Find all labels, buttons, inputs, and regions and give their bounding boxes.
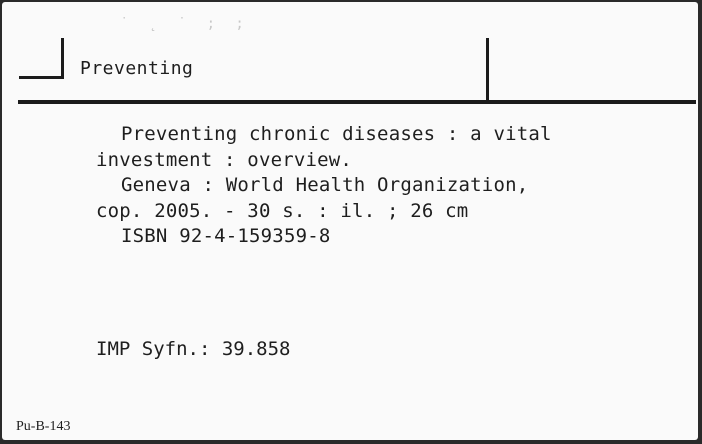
isbn-line: ISBN 92-4-159359-8 [121,225,331,247]
imp-number: 39.858 [221,338,291,360]
faint-marks: ˙ ˛ ˙ ; ; [120,16,250,32]
card-heading: Preventing [80,58,194,79]
card-code: Pu-B-143 [16,419,71,434]
column-rule [486,38,489,101]
publication-line-2: cop. 2005. - 30 s. : il. ; 26 cm [96,199,469,222]
heading-rule [18,100,696,104]
catalog-card [2,2,698,440]
title-line-2: investment : overview. [96,148,353,171]
corner-mark-horizontal [19,76,64,79]
bibliographic-entry [96,122,552,250]
imp-label: IMP Syfn.: [96,338,211,360]
imp-line [96,338,290,360]
corner-mark-vertical [61,38,64,78]
publication-line-1: Geneva : World Health Organization, [121,174,529,196]
title-line-1: Preventing chronic diseases : a vital [121,123,552,145]
